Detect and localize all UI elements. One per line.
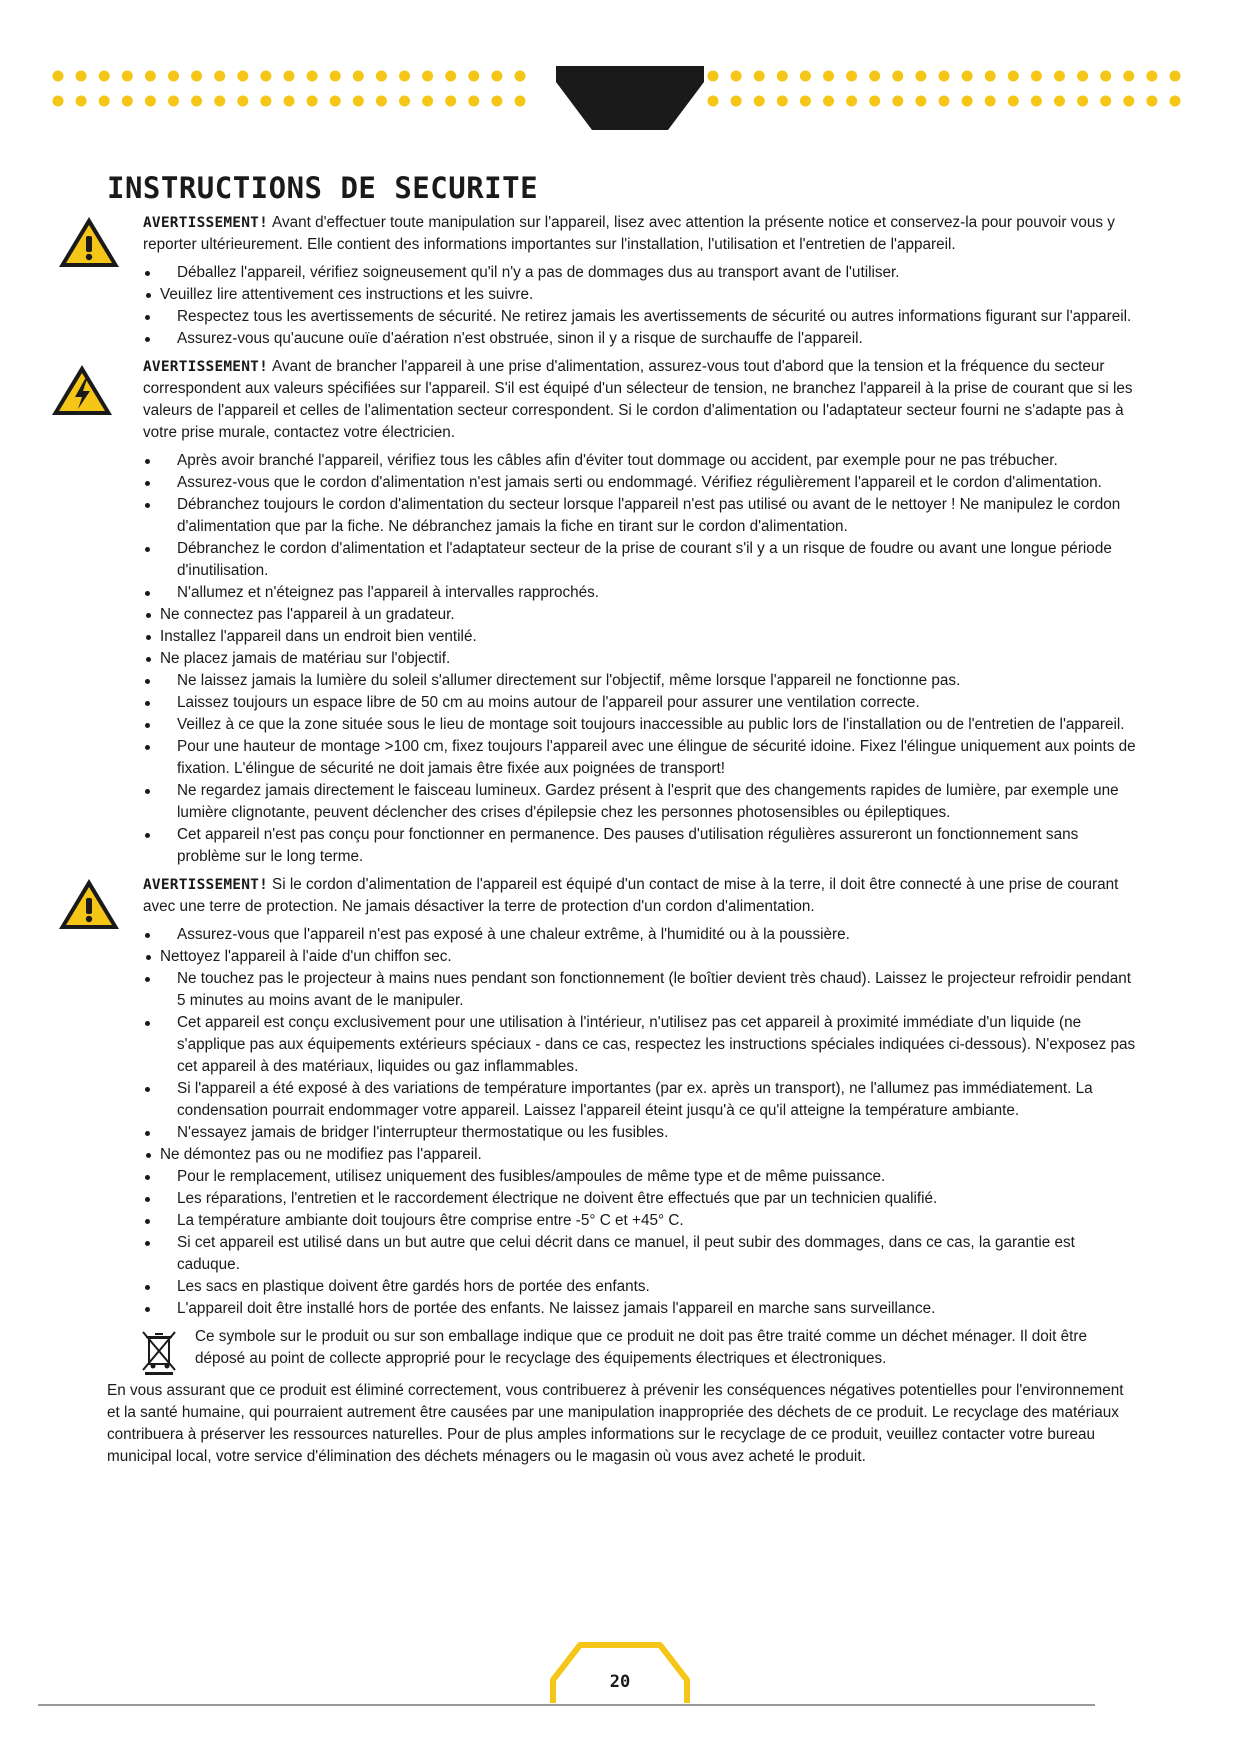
header-dot xyxy=(1146,71,1157,82)
final-text: En vous assurant que ce produit est éliminé correctement, vous contribuerez à prévenir les conséquences négatives potentielles pour l'environnement et la santé humaine, qui pourraient autrement être causées par une manipulation inappropriée des déchets de ce produit. Le recyclage des matériaux contribuera à préserver les ressources naturelles. Pour de plus amples informations sur le recyclage de ce produit, veuillez contacter votre bureau municipal local, votre service d'élimination des déchets ménagers ou le magasin où vous avez acheté le produit. xyxy=(107,1382,1124,1465)
bullet-list-3 xyxy=(107,924,1137,1320)
list-item: Déballez l'appareil, vérifiez soigneusement qu'il n'y a pas de dommages dus au transport avant de l'utiliser. xyxy=(107,262,1137,284)
header-dot xyxy=(468,71,479,82)
weee-text: Ce symbole sur le produit ou sur son emballage indique que ce produit ne doit pas être traité comme un déchet ménager. Il doit être déposé au point de collecte approprié pour le recyclage des équipements électriques et électroniques. xyxy=(195,1328,1087,1367)
header-dot xyxy=(76,96,87,107)
list-item: N'allumez et n'éteignez pas l'appareil à intervalles rapprochés. xyxy=(107,582,1137,604)
header-dot xyxy=(468,96,479,107)
header-dot xyxy=(892,96,903,107)
list-item: Installez l'appareil dans un endroit bien ventilé. xyxy=(107,626,1137,648)
header-dot xyxy=(1077,71,1088,82)
header-dot xyxy=(491,71,502,82)
warning-body-3: Si le cordon d'alimentation de l'appareil est équipé d'un contact de mise à la terre, il doit être connecté à une prise de courant avec une terre de protection. Ne jamais désactiver la terre de protection d'un cordon d'alimentation. xyxy=(143,876,1119,915)
header-dot xyxy=(985,71,996,82)
header-dot xyxy=(915,96,926,107)
header-dot xyxy=(731,71,742,82)
header-dot xyxy=(1146,96,1157,107)
header-dot xyxy=(869,96,880,107)
header-dot xyxy=(122,71,133,82)
header-dot xyxy=(869,71,880,82)
list-item: La température ambiante doit toujours être comprise entre -5° C et +45° C. xyxy=(107,1210,1137,1232)
header-dot xyxy=(708,96,719,107)
header-dot xyxy=(99,71,110,82)
header-dot xyxy=(99,96,110,107)
header-dot xyxy=(284,96,295,107)
warning-block-2 xyxy=(107,356,1137,444)
header-dot xyxy=(284,71,295,82)
header-dot xyxy=(962,71,973,82)
header-dot xyxy=(1031,71,1042,82)
list-item: Veuillez lire attentivement ces instructions et les suivre. xyxy=(107,284,1137,306)
header-dot xyxy=(191,71,202,82)
header-dot xyxy=(422,96,433,107)
list-item: Ne laissez jamais la lumière du soleil s'allumer directement sur l'objectif, même lorsque l'appareil ne fonctionne pas. xyxy=(107,670,1137,692)
list-item: Nettoyez l'appareil à l'aide d'un chiffon sec. xyxy=(107,946,1137,968)
list-item: Si cet appareil est utilisé dans un but autre que celui décrit dans ce manuel, il peut subir des dommages, dans ce cas, la garantie est caduque. xyxy=(107,1232,1137,1276)
list-item: Respectez tous les avertissements de sécurité. Ne retirez jamais les avertissements de sécurité ou autres informations figurant sur l'appareil. xyxy=(107,306,1137,328)
header-dot xyxy=(515,71,526,82)
header-dot xyxy=(1054,96,1065,107)
header-dot xyxy=(823,96,834,107)
header-dot xyxy=(307,96,318,107)
page-title: INSTRUCTIONS DE SECURITE xyxy=(107,171,539,205)
page-number: 20 xyxy=(609,1672,631,1692)
header-dot xyxy=(399,96,410,107)
warning-body-1: Avant d'effectuer toute manipulation sur l'appareil, lisez avec attention la présente notice et conservez-la pour pouvoir vous y reporter ultérieurement. Elle contient des informations importantes sur l'installation, l'utilisation et l'entretien de l'appareil. xyxy=(143,214,1115,253)
list-item: Ne touchez pas le projecteur à mains nues pendant son fonctionnement (le boîtier devient très chaud). Laissez le projecteur refroidir pendant 5 minutes au moins avant de le manipuler. xyxy=(107,968,1137,1012)
warning-label-3: AVERTISSEMENT! xyxy=(143,877,269,893)
header-dot xyxy=(399,71,410,82)
header-dot xyxy=(1170,96,1181,107)
header-dot xyxy=(1008,71,1019,82)
bullet-list-1 xyxy=(107,262,1137,350)
list-item: Assurez-vous que le cordon d'alimentation n'est jamais serti ou endommagé. Vérifiez régulièrement l'appareil et le cordon d'alimentation. xyxy=(107,472,1137,494)
header-dot xyxy=(1123,71,1134,82)
header-dot xyxy=(491,96,502,107)
header-dot xyxy=(330,71,341,82)
header-dot xyxy=(1008,96,1019,107)
header-dot xyxy=(754,71,765,82)
header-dot xyxy=(1100,71,1111,82)
weee-notice xyxy=(107,1326,1137,1370)
header-dot xyxy=(846,96,857,107)
list-item: Ne placez jamais de matériau sur l'objectif. xyxy=(107,648,1137,670)
header-dot xyxy=(53,71,64,82)
header-dot xyxy=(214,71,225,82)
header-dot xyxy=(1054,71,1065,82)
recycling-paragraph xyxy=(107,1380,1137,1468)
header-dot xyxy=(731,96,742,107)
header-dot xyxy=(168,71,179,82)
warning-text-1 xyxy=(107,212,1137,256)
list-item: Si l'appareil a été exposé à des variations de température importantes (par ex. après un transport), ne l'allumez pas immédiatement. La condensation pourrait endommager votre appareil. Laissez l'appareil éteint jusqu'à ce qu'il atteigne la température ambiante. xyxy=(107,1078,1137,1122)
warning-text-3 xyxy=(143,874,1137,918)
header-dot xyxy=(307,71,318,82)
list-item: Débranchez le cordon d'alimentation et l'adaptateur secteur de la prise de courant s'il y a un risque de foudre ou avant une longue période d'inutilisation. xyxy=(107,538,1137,582)
header-dot xyxy=(237,96,248,107)
header-dot xyxy=(823,71,834,82)
list-item: N'essayez jamais de bridger l'interrupteur thermostatique ou les fusibles. xyxy=(107,1122,1137,1144)
list-item: Après avoir branché l'appareil, vérifiez tous les câbles afin d'éviter tout dommage ou accident, par exemple pour ne pas trébucher. xyxy=(107,450,1137,472)
list-item: Assurez-vous qu'aucune ouïe d'aération n'est obstruée, sinon il y a risque de surchauffe de l'appareil. xyxy=(107,328,1137,350)
list-item: Cet appareil n'est pas conçu pour fonctionner en permanence. Des pauses d'utilisation régulières assureront un fonctionnement sans problème sur le long terme. xyxy=(107,824,1137,868)
header-dot xyxy=(422,71,433,82)
bullet-list-2 xyxy=(107,450,1137,868)
header-dot xyxy=(1123,96,1134,107)
header-dot xyxy=(330,96,341,107)
crossed-bin-icon xyxy=(139,1328,179,1376)
header-dot xyxy=(376,71,387,82)
header-dot xyxy=(708,71,719,82)
header-dot xyxy=(939,96,950,107)
list-item: Débranchez toujours le cordon d'alimentation du secteur lorsque l'appareil n'est pas utilisé ou avant de le nettoyer ! Ne manipulez le cordon d'alimentation que par la fiche. Ne débranchez jamais la fiche en tirant sur le cordon d'alimentation. xyxy=(107,494,1137,538)
header-dot xyxy=(214,96,225,107)
document-body xyxy=(107,170,1137,1468)
header-dot xyxy=(168,96,179,107)
header-dot xyxy=(800,71,811,82)
header-dot xyxy=(1031,96,1042,107)
header-decoration xyxy=(0,0,1241,140)
list-item: Les sacs en plastique doivent être gardés hors de portée des enfants. xyxy=(107,1276,1137,1298)
header-dot xyxy=(122,96,133,107)
list-item: Veillez à ce que la zone située sous le lieu de montage soit toujours inaccessible au public lors de l'installation ou de l'entretien de l'appareil. xyxy=(107,714,1137,736)
list-item: Laissez toujours un espace libre de 50 cm au moins autour de l'appareil pour assurer une ventilation correcte. xyxy=(107,692,1137,714)
header-dot xyxy=(777,96,788,107)
header-dot xyxy=(939,71,950,82)
electric-hazard-icon xyxy=(50,362,114,418)
header-dot xyxy=(260,96,271,107)
header-dot xyxy=(1077,96,1088,107)
header-dot xyxy=(353,96,364,107)
warning-label-2: AVERTISSEMENT! xyxy=(143,359,269,375)
header-dot xyxy=(985,96,996,107)
list-item: Les réparations, l'entretien et le raccordement électrique ne doivent être effectués que par un technicien qualifié. xyxy=(107,1188,1137,1210)
header-dot xyxy=(237,71,248,82)
header-dot xyxy=(1170,71,1181,82)
header-funnel-shape xyxy=(556,66,704,130)
header-dot xyxy=(1100,96,1111,107)
header-dot xyxy=(145,96,156,107)
header-dot xyxy=(260,71,271,82)
warning-body-2: Avant de brancher l'appareil à une prise d'alimentation, assurez-vous tout d'abord que la tension et la fréquence du secteur correspondent aux valeurs spécifiées sur l'appareil. S'il est équipé d'un sélecteur de tension, ne branchez l'appareil à la prise de courant que si les valeurs de l'appareil et celles de l'alimentation secteur correspondent. Si le cordon d'alimentation ou l'adaptateur secteur fourni ne s'adapte pas à votre prise murale, contactez votre électricien. xyxy=(143,358,1133,441)
header-dot xyxy=(53,96,64,107)
header-dot xyxy=(800,96,811,107)
list-item: Ne regardez jamais directement le faisceau lumineux. Gardez présent à l'esprit que des changements rapides de lumière, par exemple une lumière clignotante, peuvent déclencher des crises d'épilepsie chez les personnes photosensibles ou épileptiques. xyxy=(107,780,1137,824)
warning-label-1: AVERTISSEMENT! xyxy=(143,215,269,231)
header-dot xyxy=(145,71,156,82)
list-item: Cet appareil est conçu exclusivement pour une utilisation à l'intérieur, n'utilisez pas cet appareil à proximité immédiate d'un liquide (ne s'applique pas aux équipements extérieurs spéciaux - dans ce cas, respectez les instructions spéciales indiquées ci-dessous). N'exposez pas cet appareil à des matériaux, liquides ou gaz inflammables. xyxy=(107,1012,1137,1078)
header-dot xyxy=(376,96,387,107)
list-item: Pour le remplacement, utilisez uniquement des fusibles/ampoules de même type et de même puissance. xyxy=(107,1166,1137,1188)
header-dot xyxy=(353,71,364,82)
list-item: Ne connectez pas l'appareil à un gradateur. xyxy=(107,604,1137,626)
header-dot xyxy=(892,71,903,82)
list-item: Ne démontez pas ou ne modifiez pas l'appareil. xyxy=(107,1144,1137,1166)
header-dot xyxy=(515,96,526,107)
list-item: Assurez-vous que l'appareil n'est pas exposé à une chaleur extrême, à l'humidité ou à la poussière. xyxy=(107,924,1137,946)
list-item: Pour une hauteur de montage >100 cm, fixez toujours l'appareil avec une élingue de sécurité idoine. Fixez l'élingue uniquement aux points de fixation. L'élingue de sécurité ne doit jamais être fixée aux poignées de transport! xyxy=(107,736,1137,780)
header-dot xyxy=(445,71,456,82)
list-item: L'appareil doit être installé hors de portée des enfants. Ne laissez jamais l'appareil en marche sans surveillance. xyxy=(107,1298,1137,1320)
header-dot xyxy=(445,96,456,107)
header-dot xyxy=(76,71,87,82)
warning-text-2 xyxy=(143,356,1137,444)
warning-block-3 xyxy=(107,874,1137,918)
header-dot xyxy=(846,71,857,82)
header-dot xyxy=(191,96,202,107)
warning-block-1 xyxy=(107,212,1137,256)
header-dot xyxy=(777,71,788,82)
header-dot xyxy=(962,96,973,107)
header-dot xyxy=(915,71,926,82)
header-dot xyxy=(754,96,765,107)
